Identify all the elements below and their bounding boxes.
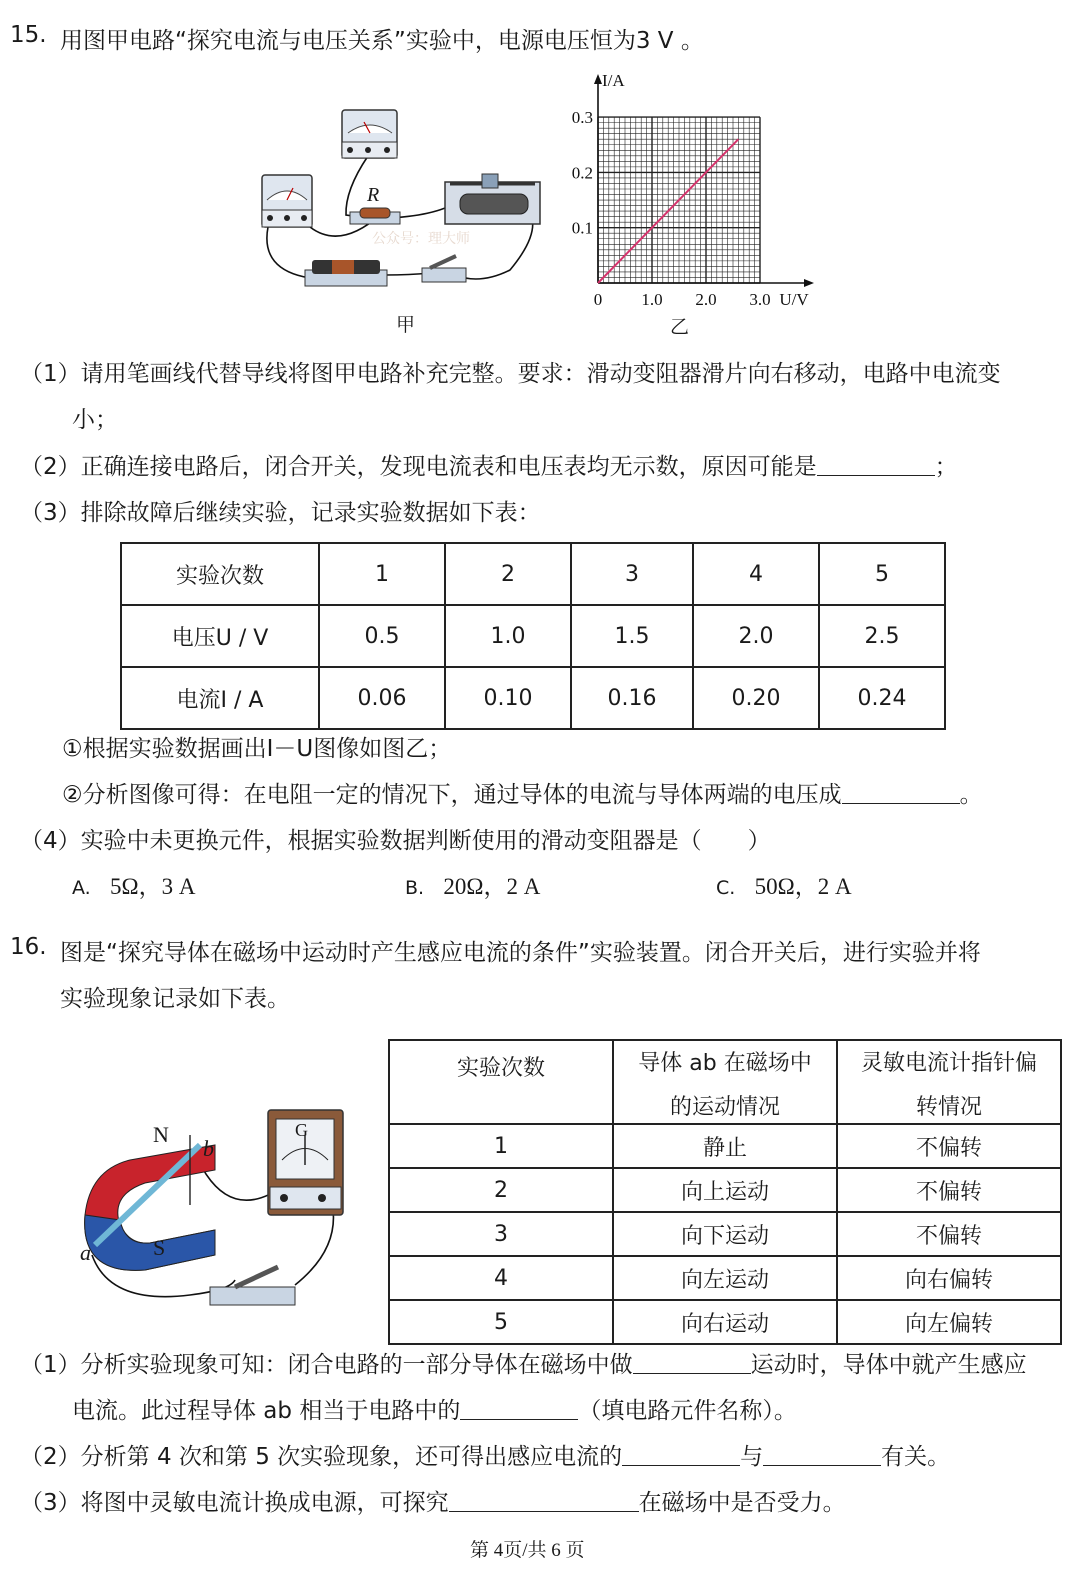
q15-data-table bbox=[120, 542, 946, 730]
table-cell: 向右偏转 bbox=[837, 1256, 1061, 1300]
table-row bbox=[389, 1124, 1061, 1168]
table-cell: 向右运动 bbox=[613, 1300, 837, 1344]
answer-blank[interactable] bbox=[622, 1441, 740, 1466]
table-cell: 2 bbox=[445, 543, 571, 605]
header-line: 实验次数 bbox=[456, 1056, 545, 1081]
page-footer: 第 4页/共 6 页 bbox=[470, 1540, 585, 1561]
circuit-figure-jia bbox=[250, 100, 560, 300]
q16-data-table bbox=[388, 1039, 1062, 1345]
q16-part2-text-a: （2）分析第 4 次和第 5 次实验现象，还可得出感应电流的 bbox=[20, 1444, 623, 1470]
header-line: 转情况 bbox=[915, 1095, 982, 1120]
table-cell: 4 bbox=[389, 1256, 613, 1300]
conductor-b-label: b bbox=[203, 1136, 214, 1161]
table-cell: 4 bbox=[693, 543, 819, 605]
induction-figure bbox=[70, 1105, 370, 1320]
x-axis-arrow bbox=[804, 279, 814, 287]
table-cell: 静止 bbox=[613, 1124, 837, 1168]
table-row bbox=[389, 1168, 1061, 1212]
x-axis-label: U/V bbox=[779, 290, 809, 309]
table-cell: 0.20 bbox=[693, 667, 819, 729]
table-row bbox=[389, 1256, 1061, 1300]
answer-blank[interactable] bbox=[817, 451, 935, 476]
x-tick-label: 1.0 bbox=[641, 290, 663, 309]
header-cell bbox=[613, 1040, 837, 1124]
table-cell: 不偏转 bbox=[837, 1124, 1061, 1168]
iu-graph bbox=[560, 70, 820, 315]
x-tick-label: 0 bbox=[593, 290, 603, 309]
rheostat-icon bbox=[445, 174, 540, 224]
table-cell: 2.0 bbox=[693, 605, 819, 667]
row-label: 电流I / A bbox=[121, 667, 319, 729]
conductor-a-label: a bbox=[80, 1240, 91, 1265]
horseshoe-magnet-icon bbox=[85, 1145, 215, 1270]
option-letter: B. bbox=[405, 877, 425, 899]
header-cell bbox=[389, 1040, 613, 1124]
q16-part1-text-b: 运动时，导体中就产生感应 bbox=[750, 1352, 1027, 1378]
q15-conclusion-2-end: 。 bbox=[959, 782, 983, 808]
q15-part2-end: ； bbox=[934, 454, 958, 480]
q16-part2-text-c: 有关。 bbox=[881, 1444, 951, 1470]
option-a[interactable] bbox=[72, 868, 195, 901]
switch-icon bbox=[210, 1267, 295, 1305]
q15-part1-line2: 小； bbox=[72, 407, 118, 433]
galvanometer-g-label: G bbox=[295, 1120, 308, 1140]
header-line: 灵敏电流计指针偏 bbox=[860, 1051, 1037, 1076]
table-cell: 向上运动 bbox=[613, 1168, 837, 1212]
table-row bbox=[121, 667, 945, 729]
q15-part3: （3）排除故障后继续实验，记录实验数据如下表： bbox=[20, 500, 541, 526]
table-row bbox=[389, 1212, 1061, 1256]
answer-blank[interactable] bbox=[460, 1395, 578, 1420]
table-cell: 2 bbox=[389, 1168, 613, 1212]
table-cell: 5 bbox=[389, 1300, 613, 1344]
row-label: 实验次数 bbox=[121, 543, 319, 605]
q16-stem-line2: 实验现象记录如下表。 bbox=[60, 986, 290, 1012]
q16-part1-text-d: （填电路元件名称）。 bbox=[578, 1398, 797, 1424]
q15-conclusion-2-text: ②分析图像可得：在电阻一定的情况下，通过导体的电流与导体两端的电压成 bbox=[62, 782, 842, 808]
table-cell: 0.5 bbox=[319, 605, 445, 667]
table-cell: 0.16 bbox=[571, 667, 693, 729]
table-cell: 3 bbox=[389, 1212, 613, 1256]
table-cell: 2.5 bbox=[819, 605, 945, 667]
table-cell: 向左偏转 bbox=[837, 1300, 1061, 1344]
q16-part3-text-a: （3）将图中灵敏电流计换成电源，可探究 bbox=[20, 1490, 449, 1516]
q15-stem: 用图甲电路“探究电流与电压关系”实验中，电源电压恒为3 V 。 bbox=[60, 28, 704, 54]
ammeter-icon bbox=[262, 175, 312, 227]
resistor-label: R bbox=[367, 184, 380, 206]
answer-blank[interactable] bbox=[842, 779, 960, 804]
watermark-1: 公众号：理大师 bbox=[372, 231, 470, 247]
q16-part2 bbox=[20, 1438, 950, 1471]
option-letter: A. bbox=[72, 877, 91, 899]
q15-part4: （4）实验中未更换元件，根据实验数据判断使用的滑动变阻器是（ ） bbox=[20, 828, 771, 854]
switch-icon bbox=[422, 256, 466, 282]
q15-conclusion-1: ①根据实验数据画出I－U图像如图乙； bbox=[62, 736, 452, 762]
option-c[interactable] bbox=[716, 868, 852, 901]
table-cell: 1.0 bbox=[445, 605, 571, 667]
q16-part2-text-b: 与 bbox=[740, 1444, 764, 1470]
option-letter: C. bbox=[716, 877, 736, 899]
y-tick-label: 0.2 bbox=[571, 163, 593, 183]
option-text: 50Ω，2 A bbox=[754, 874, 852, 899]
row-label: 电压U / V bbox=[121, 605, 319, 667]
y-axis-arrow bbox=[594, 74, 602, 84]
table-cell: 1 bbox=[319, 543, 445, 605]
table-cell: 5 bbox=[819, 543, 945, 605]
table-cell: 向左运动 bbox=[613, 1256, 837, 1300]
table-cell: 1.5 bbox=[571, 605, 693, 667]
q16-part3-text-b: 在磁场中是否受力。 bbox=[638, 1490, 846, 1516]
q15-number: 15. bbox=[10, 22, 47, 48]
voltmeter-icon bbox=[342, 110, 397, 158]
table-row bbox=[121, 543, 945, 605]
fig-jia-caption: 甲 bbox=[396, 314, 416, 336]
table-row bbox=[121, 605, 945, 667]
x-tick-label: 2.0 bbox=[695, 290, 717, 309]
header-line: 导体 ab 在磁场中 bbox=[638, 1051, 812, 1076]
table-cell: 0.06 bbox=[319, 667, 445, 729]
table-header-row bbox=[389, 1040, 1061, 1124]
table-cell: 0.24 bbox=[819, 667, 945, 729]
header-line: 的运动情况 bbox=[669, 1095, 780, 1120]
q16-part1-text-a: （1）分析实验现象可知：闭合电路的一部分导体在磁场中做 bbox=[20, 1352, 633, 1378]
q15-conclusion-2 bbox=[62, 776, 983, 809]
q16-number: 16. bbox=[10, 934, 47, 960]
y-tick-label: 0.1 bbox=[571, 218, 593, 238]
option-b[interactable] bbox=[405, 868, 540, 901]
table-cell: 1 bbox=[389, 1124, 613, 1168]
table-cell: 0.10 bbox=[445, 667, 571, 729]
header-cell bbox=[837, 1040, 1061, 1124]
q15-part2 bbox=[20, 448, 958, 481]
fig-yi-caption: 乙 bbox=[670, 316, 690, 338]
answer-blank[interactable] bbox=[633, 1349, 751, 1374]
table-cell: 向下运动 bbox=[613, 1212, 837, 1256]
magnet-n-label: N bbox=[153, 1122, 169, 1147]
magnet-s-label: S bbox=[153, 1235, 166, 1260]
x-tick-label: 3.0 bbox=[749, 290, 771, 309]
answer-blank[interactable] bbox=[449, 1487, 639, 1512]
q16-part1-line1 bbox=[20, 1346, 1027, 1379]
y-axis-label: I/A bbox=[602, 71, 625, 90]
option-text: 5Ω，3 A bbox=[110, 874, 196, 899]
q16-part1-text-c: 电流。此过程导体 ab 相当于电路中的 bbox=[72, 1398, 461, 1424]
q15-part2-text: （2）正确连接电路后，闭合开关，发现电流表和电压表均无示数，原因可能是 bbox=[20, 454, 817, 480]
q16-part3 bbox=[20, 1484, 846, 1517]
q16-stem-line1: 图是“探究导体在磁场中运动时产生感应电流的条件”实验装置。闭合开关后，进行实验并将 bbox=[60, 940, 981, 966]
q15-part1-line1: （1）请用笔画线代替导线将图甲电路补充完整。要求：滑动变阻器滑片向右移动，电路中电流变 bbox=[20, 361, 1001, 387]
option-text: 20Ω，2 A bbox=[443, 874, 541, 899]
answer-blank[interactable] bbox=[763, 1441, 881, 1466]
resistor-icon bbox=[350, 208, 400, 224]
y-tick-label: 0.3 bbox=[571, 108, 593, 128]
battery-icon bbox=[305, 260, 387, 286]
q16-part1-line2 bbox=[72, 1392, 797, 1425]
table-cell: 不偏转 bbox=[837, 1168, 1061, 1212]
table-cell: 3 bbox=[571, 543, 693, 605]
table-cell: 不偏转 bbox=[837, 1212, 1061, 1256]
table-row bbox=[389, 1300, 1061, 1344]
